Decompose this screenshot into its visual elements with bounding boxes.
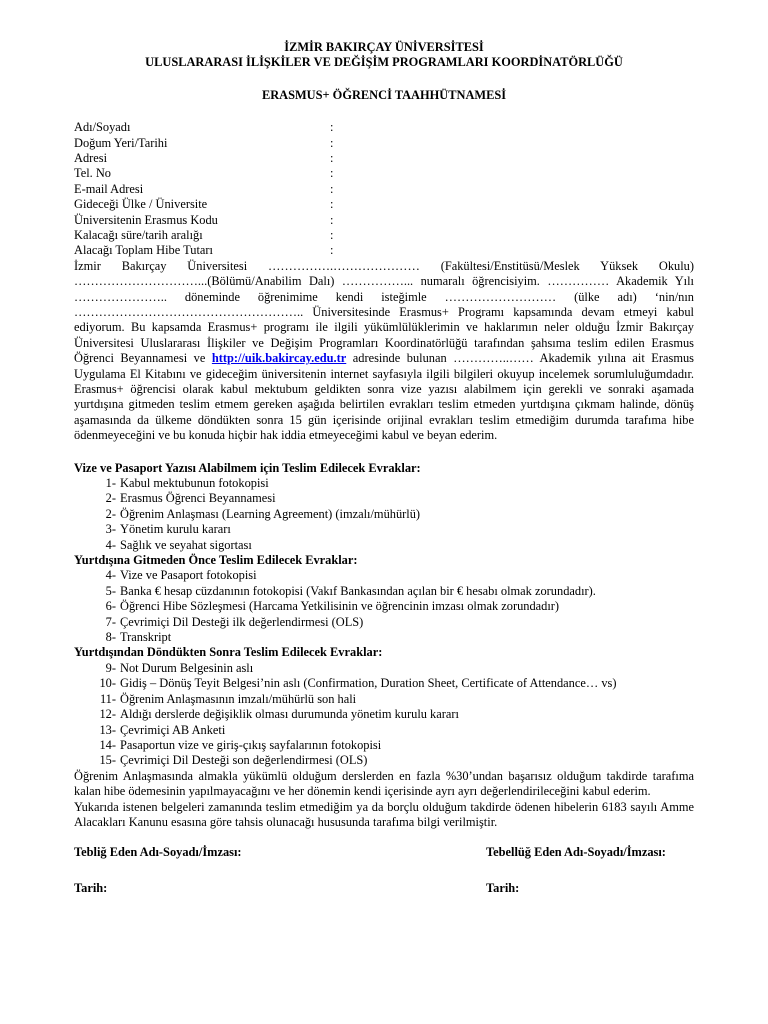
recipient-signature-label: Tebellüğ Eden Adı-Soyadı/İmzası: [486, 845, 666, 860]
section-heading-visa: Vize ve Pasaport Yazısı Alabilmem için Teslim Edilecek Evraklar: [74, 460, 421, 475]
field-name: Adı/Soyadı : [74, 120, 334, 135]
field-email: E-mail Adresi : [74, 181, 334, 196]
field-address: Adresi : [74, 151, 334, 165]
list-item: 13- Çevrimiçi AB Anketi [99, 722, 226, 737]
personal-info-fields [74, 120, 694, 259]
list-item: 7- Çevrimiçi Dil Desteği ilk değerlendirmesi (OLS) [105, 614, 364, 629]
field-birth: Doğum Yeri/Tarihi : [74, 135, 334, 150]
list-item: 4- Vize ve Pasaport fotokopisi [105, 568, 257, 583]
after-return-doc-list [74, 661, 694, 769]
university-name: İZMİR BAKIRÇAY ÜNİVERSİTESİ [284, 40, 484, 54]
field-grant: Alacağı Toplam Hibe Tutarı : [74, 243, 334, 258]
section-heading-before-departure: Yurtdışına Gitmeden Önce Teslim Edilecek Evraklar: [74, 553, 358, 568]
list-item: 14- Pasaportun vize ve giriş-çıkış sayfalarının fotokopisi [99, 737, 382, 752]
field-destination: Gideceği Ülke / Üniversite : [74, 197, 334, 212]
list-item: 3- Yönetim kurulu kararı [105, 522, 231, 537]
list-item: 9- Not Durum Belgesinin aslı [105, 660, 254, 675]
uik-link[interactable]: http://uik.bakircay.edu.tr [211, 351, 347, 366]
signature-row [74, 845, 694, 860]
notifier-date-label: Tarih: [74, 880, 108, 895]
failure-paragraph: Öğrenim Anlaşmasında almakla yükümlü olduğum derslerden en fazla %30’undan başarısız olduğum takdirde tarafıma kalan hibe ödemesinin yapılmayacağını ve her dönemin kendi içerisinde ayrı ayrı değerlendirileceğini kabul ederim. [74, 768, 694, 799]
list-item: 8- Transkript [105, 630, 172, 645]
list-item: 11- Öğrenim Anlaşmasının imzalı/mühürlü son hali [99, 691, 357, 706]
list-item: 5- Banka € hesap cüzdanının fotokopisi (Vakıf Bankasından açılan bir € hesabı olmak zorundadır). [105, 583, 596, 598]
list-item: 12- Aldığı derslerde değişiklik olması durumunda yönetim kurulu kararı [99, 707, 459, 722]
date-row [74, 881, 694, 896]
visa-doc-list [74, 476, 694, 553]
list-item: 4- Sağlık ve seyahat sigortası [105, 537, 252, 552]
debt-paragraph: Yukarıda istenen belgeleri zamanında teslim etmediğim ya da borçlu olduğum takdirde ödenen hibelerin 6183 sayılı Amme Alacakları Kanunu esasına göre tahsis olunacağı hususunda tarafıma bilgi verilmiştir. [74, 799, 694, 829]
list-item: 6- Öğrenci Hibe Sözleşmesi (Harcama Yetkilisinin ve öğrencinin imzası olmak zorundadır) [105, 599, 560, 614]
document-page [74, 40, 694, 896]
declaration-paragraph: İzmir Bakırçay Üniversitesi …………….………………… (Fakültesi/Enstitüsü/Meslek Yüksek Okulu) …………………………...(Bölümü/Anabilim Dalı) ……………... numaralı öğrencisiyim. …………… Akademik Yılı ………………….. döneminde öğrenimime kendi isteğimle ……………………… (ülke adı) ‘nin/nın ……………………………………………….. Üniversitesinde Erasmus+ Programı kapsamında devam etmeyi kabul ediyorum. Bu kapsamda Erasmus+ programı ile ilgili yükümlülüklerimin ve haklarımın neler olduğu İzmir Bakırçay Üniversitesi Uluslararası İlişkiler ve Değişim Programları Koordinatörlüğü tarafından şahsıma teslim edilen Erasmus Öğrenci Beyannamesi ve http://uik.bakircay.edu.tr adresinde bulunan …………..…… Akademik yılına ait Erasmus Uygulama El Kitabını ve gideceğim üniversitenin internet sayfasıyla ilgili bilgileri okuyup incelemek sorumluluğumdadır. Erasmus+ öğrencisi olarak kabul mektubum geldikten sonra vize yazısı alabilmem için gerekli ve sonraki aşamada yurtdışına gitmeden teslim etmem gereken aşağıda belirtilen evrakları teslim etmeden yurtdışına çıkmam halinde, dönüş aşamasında da ülkeme döndükten sonra 15 gün içerisinde orijinal evrakları teslim etmediğim durumda tarafıma hibe ödenmeyeceğini ve bu konuda hiçbir hak iddia etmeyeceğimi kabul ve beyan ederim. [74, 258, 694, 443]
notifier-signature-label: Tebliğ Eden Adı-Soyadı/İmzası: [74, 845, 242, 860]
office-name: ULUSLARARASI İLİŞKİLER VE DEĞİŞİM PROGRAMLARI KOORDİNATÖRLÜĞÜ [145, 55, 623, 70]
section-heading-after-return: Yurtdışından Döndükten Sonra Teslim Edilecek Evraklar: [74, 645, 383, 660]
before-departure-doc-list [74, 568, 694, 645]
list-item: 2- Erasmus Öğrenci Beyannamesi [105, 491, 276, 506]
recipient-date-label: Tarih: [486, 880, 520, 895]
list-item: 1- Kabul mektubunun fotokopisi [105, 476, 269, 491]
list-item: 10- Gidiş – Dönüş Teyit Belgesi’nin aslı (Confirmation, Duration Sheet, Certificate of Attendance… vs) [99, 676, 617, 691]
document-title: ERASMUS+ ÖĞRENCİ TAAHHÜTNAMESİ [261, 87, 507, 102]
list-item: 2- Öğrenim Anlaşması (Learning Agreement) (imzalı/mühürlü) [105, 506, 421, 521]
field-duration: Kalacağı süre/tarih aralığı : [74, 227, 334, 242]
field-erasmus-code: Üniversitenin Erasmus Kodu : [74, 212, 334, 227]
list-item: 15- Çevrimiçi Dil Desteği son değerlendirmesi (OLS) [99, 753, 368, 768]
field-phone: Tel. No : [74, 166, 334, 181]
